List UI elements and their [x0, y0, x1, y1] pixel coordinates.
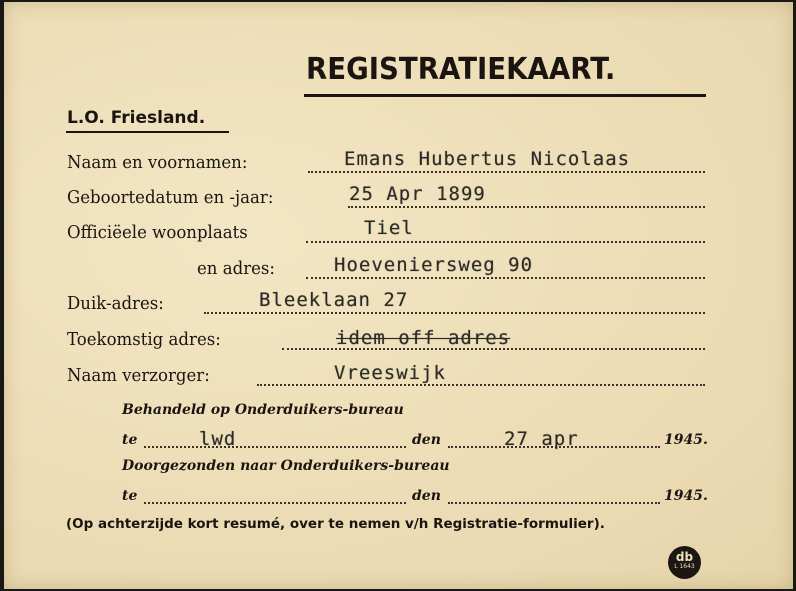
field-value-address: Hoeveniersweg 90 — [334, 254, 534, 276]
bureau-forwarded-den-label: den — [412, 488, 441, 504]
bureau-forwarded-year: 1945. — [664, 488, 708, 504]
field-label-address: en adres: — [197, 258, 275, 279]
bureau-treated-year: 1945. — [664, 432, 708, 448]
card-title: REGISTRATIEKAART. — [306, 52, 616, 87]
field-line-caretaker — [257, 384, 705, 386]
bureau-treated-den-label: den — [412, 432, 441, 448]
bureau-treated-te-value: lwd — [199, 428, 237, 450]
bureau-treated-den-value: 27 apr — [504, 428, 579, 450]
field-label-hiding-address: Duik-adres: — [67, 293, 164, 314]
printer-seal-icon — [668, 546, 701, 579]
field-label-birthdate: Geboortedatum en -jaar: — [67, 187, 274, 208]
field-label-name: Naam en voornamen: — [67, 152, 248, 173]
field-value-future-address: idem off adres — [336, 327, 511, 349]
field-label-future-address: Toekomstig adres: — [67, 329, 221, 350]
field-value-residence: Tiel — [364, 217, 414, 239]
bureau-forwarded-te-line — [144, 502, 406, 504]
registration-card — [4, 2, 793, 589]
bureau-treated-heading: Behandeld op Onderduikers-bureau — [122, 402, 404, 418]
title-underline — [304, 94, 706, 97]
field-line-hiding-address — [204, 312, 705, 314]
bureau-forwarded-den-line — [448, 502, 660, 504]
field-value-hiding-address: Bleeklaan 27 — [259, 289, 409, 311]
seal-sub: L 1643 — [674, 563, 695, 570]
bureau-forwarded-te-label: te — [122, 488, 138, 504]
bureau-forwarded-heading: Doorgezonden naar Onderduikers-bureau — [122, 458, 450, 474]
field-line-birthdate — [348, 206, 705, 208]
field-line-address — [306, 277, 705, 279]
field-line-name — [308, 171, 705, 173]
field-value-caretaker: Vreeswijk — [334, 362, 446, 384]
field-line-residence — [306, 241, 705, 243]
field-label-residence: Officiëele woonplaats — [67, 222, 248, 243]
organization-name: L.O. Friesland. — [67, 108, 206, 128]
organization-underline — [66, 131, 229, 133]
bureau-treated-te-label: te — [122, 432, 138, 448]
footnote: (Op achterzijde kort resumé, over te nemen v/h Registratie-formulier). — [66, 516, 605, 532]
seal-mark: db — [675, 550, 694, 564]
field-value-name: Emans Hubertus Nicolaas — [344, 148, 631, 170]
field-label-caretaker: Naam verzorger: — [67, 365, 210, 386]
bureau-treated-te-line — [144, 446, 406, 448]
field-value-birthdate: 25 Apr 1899 — [349, 183, 486, 205]
